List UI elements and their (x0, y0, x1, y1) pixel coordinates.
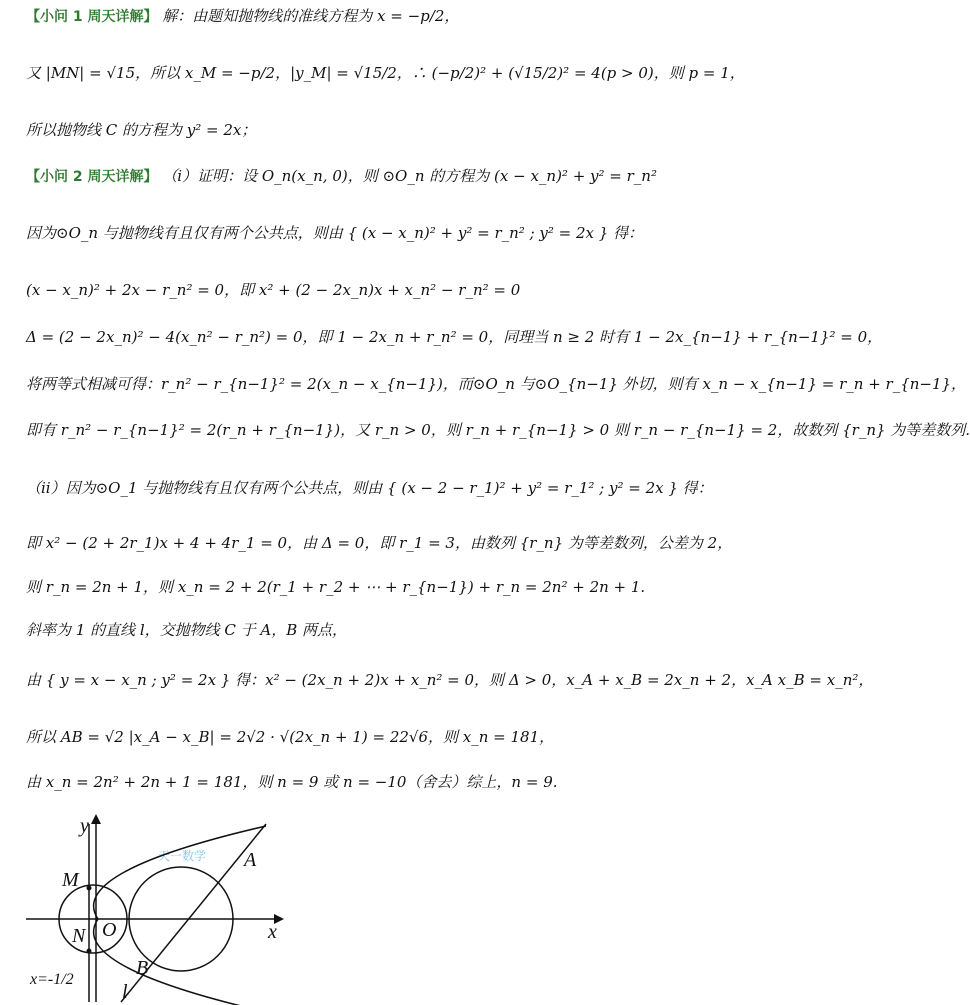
line-15 (26, 727, 554, 747)
line-12-text: 则 r_n = 2n + 1，则 x_n = 2 + 2(r_1 + r_2 + ⋯ + r_{n−1}) + r_n = 2n² + 2n + 1. (26, 578, 646, 596)
line-9-text: 即有 r_n² − r_{n−1}² = 2(r_n + r_{n−1})，又 r_n > 0，则 r_n + r_{n−1} > 0 则 r_n − r_{n−1} = 2，故数列 {r_n} 为等差数列. (26, 421, 970, 439)
point-n (87, 949, 92, 954)
label-l: l (122, 981, 128, 1003)
section-label-1: 【小问 1 周天详解】 (26, 9, 158, 25)
line-5-text: 因为⊙O_n 与抛物线有且仅有两个公共点，则由 { (x − x_n)² + y² = r_n² ; y² = 2x } 得： (26, 224, 644, 242)
line-3 (26, 120, 256, 140)
line-7-text: Δ = (2 − 2x_n)² − 4(x_n² − r_n²) = 0，即 1 − 2x_n + r_n² = 0，同理当 n ≥ 2 时有 1 − 2x_{n−1} + r_{n−1}² = 0， (26, 328, 883, 346)
point-m (87, 886, 92, 891)
label-o: O (102, 919, 117, 941)
y-axis-arrow (91, 814, 101, 824)
line-13 (26, 620, 347, 640)
watermark: 天一数学 (158, 849, 207, 863)
line-5 (26, 223, 643, 243)
line-16-text: 由 x_n = 2n² + 2n + 1 = 181，则 n = 9 或 n = −10（舍去）综上，n = 9. (26, 773, 558, 791)
line-10-text: （ii）因为⊙O_1 与抛物线有且仅有两个公共点，则由 { (x − 2 − r_1)² + y² = r_1² ; y² = 2x } 得： (26, 479, 713, 497)
section-label-2: 【小问 2 周天详解】 (26, 169, 158, 185)
line-3-text: 所以抛物线 C 的方程为 y² = 2x； (26, 121, 257, 139)
line-14 (26, 670, 873, 690)
line-4 (26, 166, 657, 187)
line-10 (26, 478, 713, 498)
line-1-text: 解：由题知抛物线的准线方程为 x = −p/2， (162, 7, 460, 25)
line-1 (26, 6, 459, 27)
line-2 (26, 63, 745, 83)
label-directrix: x=-1/2 (30, 971, 74, 988)
parabola-figure (26, 812, 326, 1002)
label-n: N (72, 925, 86, 947)
line-9 (26, 420, 970, 440)
line-8 (26, 374, 966, 394)
label-x: x (268, 921, 277, 943)
line-15-text: 所以 AB = √2 |x_A − x_B| = 2√2 · √(2x_n + 1) = 22√6，则 x_n = 181， (26, 728, 555, 746)
line-6 (26, 280, 520, 300)
line-4-text: （i）证明：设 O_n(x_n, 0)，则 ⊙O_n 的方程为 (x − x_n)² + y² = r_n² (162, 167, 657, 185)
line-2-text: 又 |MN| = √15，所以 x_M = −p/2，|y_M| = √15/2，∴ (−p/2)² + (√15/2)² = 4(p > 0)，则 p = 1， (26, 64, 745, 82)
line-8-text: 将两等式相减可得：r_n² − r_{n−1}² = 2(x_n − x_{n−1})，而⊙O_n 与⊙O_{n−1} 外切，则有 x_n − x_{n−1} = r_n + r_{n−1}， (26, 375, 967, 393)
label-a: A (244, 849, 257, 871)
line-7 (26, 327, 882, 347)
line-12 (26, 577, 645, 597)
label-y: y (80, 815, 89, 837)
line-11 (26, 533, 732, 553)
line-16 (26, 772, 558, 792)
label-m: M (62, 869, 79, 891)
line-6-text: (x − x_n)² + 2x − r_n² = 0，即 x² + (2 − 2x_n)x + x_n² − r_n² = 0 (26, 281, 521, 299)
line-14-text: 由 { y = x − x_n ; y² = 2x } 得：x² − (2x_n + 2)x + x_n² = 0，则 Δ > 0，x_A + x_B = 2x_n + 2，x_A x_B = x_n²， (26, 671, 874, 689)
line-13-text: 斜率为 1 的直线 l，交抛物线 C 于 A，B 两点， (26, 621, 348, 639)
line-11-text: 即 x² − (2 + 2r_1)x + 4 + 4r_1 = 0，由 Δ = 0，即 r_1 = 3，由数列 {r_n} 为等差数列，公差为 2， (26, 534, 733, 552)
label-b: B (136, 957, 149, 979)
